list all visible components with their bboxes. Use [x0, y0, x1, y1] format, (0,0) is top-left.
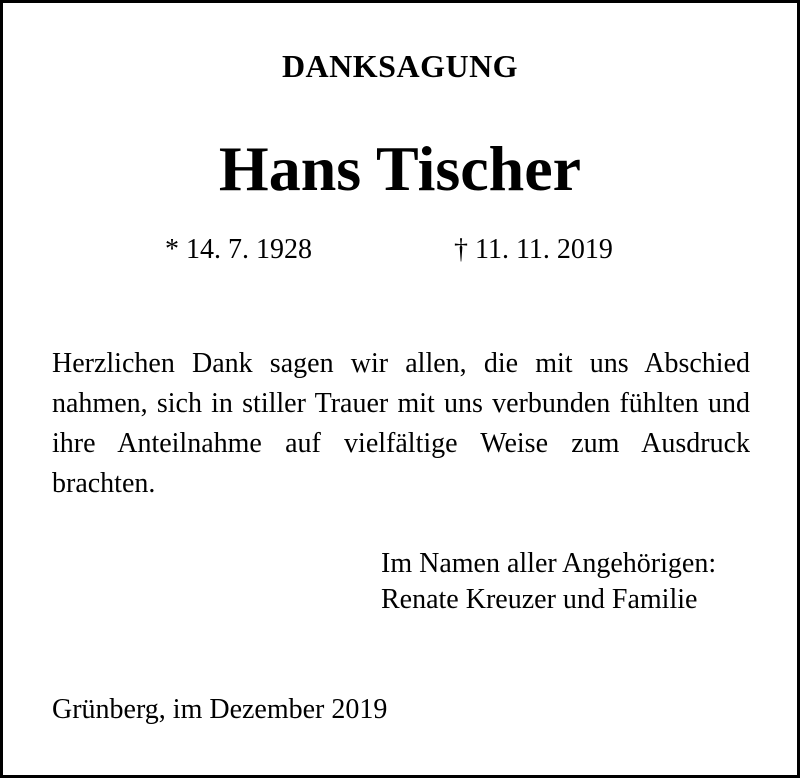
place-and-date: Grünberg, im Dezember 2019: [52, 694, 388, 725]
thank-you-message: Herzlichen Dank sagen wir allen, die mit uns Abschied nahmen, sich in stiller Trauer mit uns verbunden fühlten und ihre Anteilnahme auf vielfältige Weise zum Ausdruck brachten.: [52, 348, 750, 499]
signature-line-1: Im Namen aller Angehörigen:: [381, 548, 717, 579]
signature-line-2: Renate Kreuzer und Familie: [381, 584, 698, 615]
notice-heading: DANKSAGUNG: [281, 48, 519, 84]
death-date: † 11. 11. 2019: [454, 234, 613, 265]
birth-date: * 14. 7. 1928: [165, 234, 312, 265]
deceased-name: Hans Tischer: [218, 133, 582, 204]
